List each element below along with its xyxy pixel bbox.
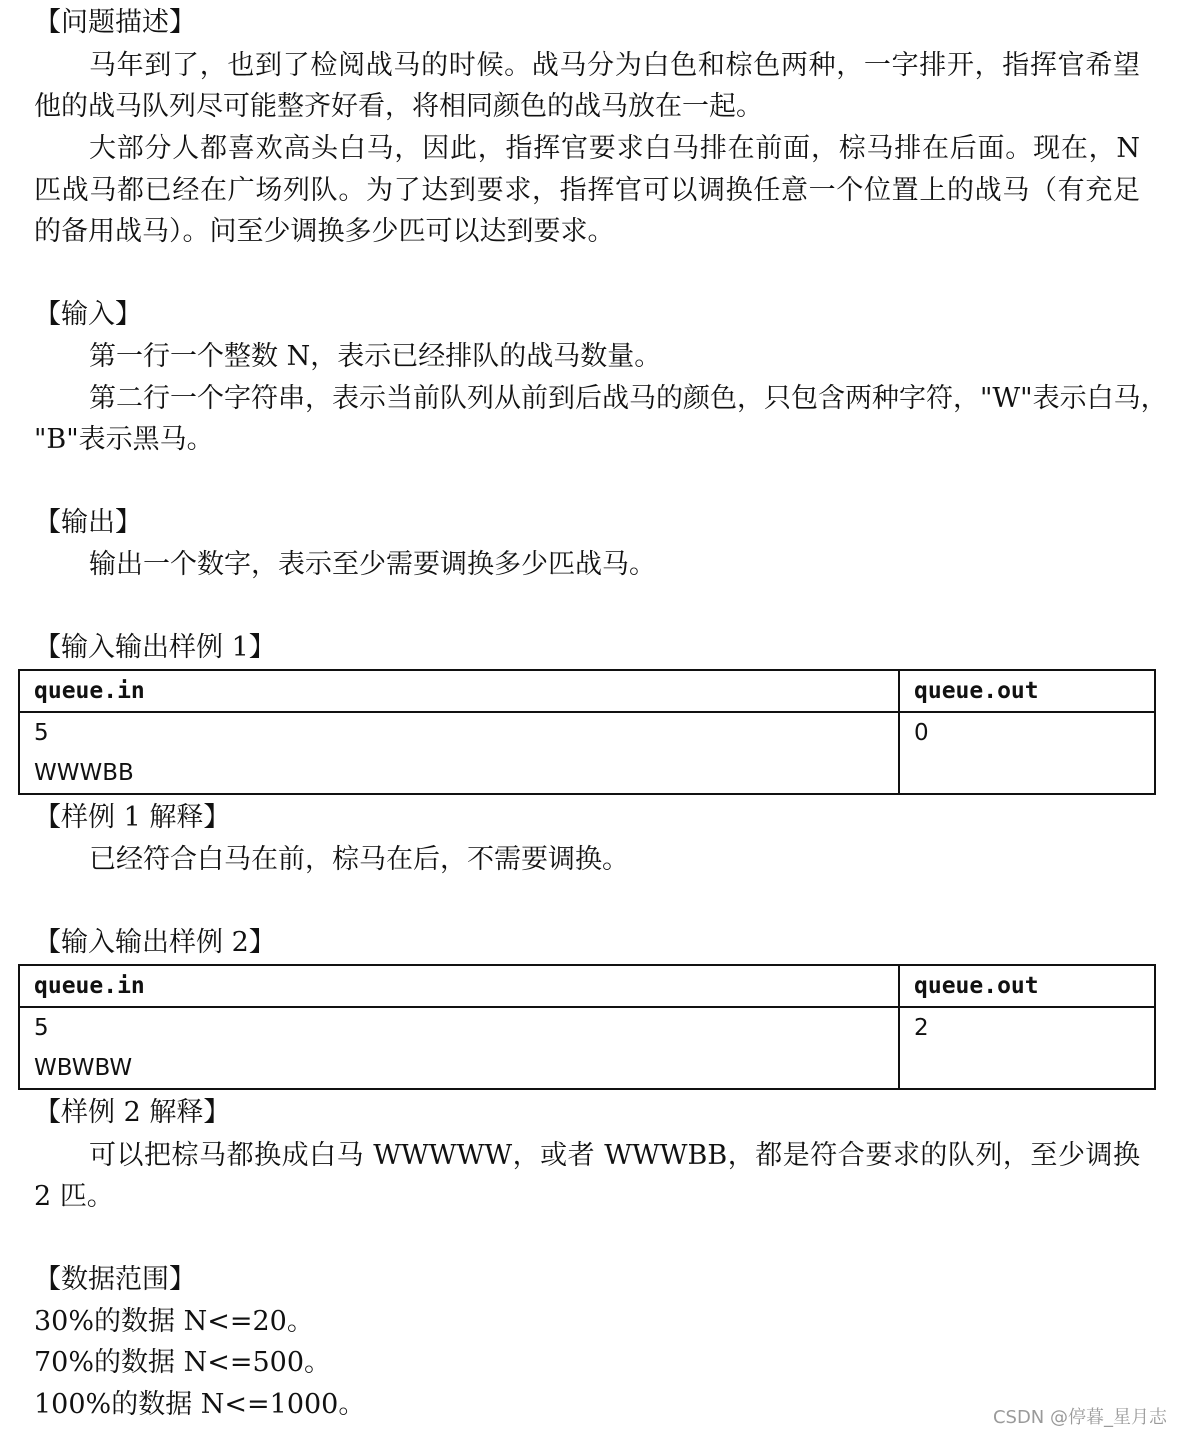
- sample1-output-line-1: 0: [914, 720, 929, 746]
- problem-paragraph-2-line-2: 匹战马都已经在广场列队。为了达到要求，指挥官可以调换任意一个位置上的战马（有充足: [34, 175, 1140, 206]
- sample2-input-line-2: WBWBW: [34, 1055, 133, 1081]
- problem-heading: 【问题描述】: [34, 7, 196, 38]
- input-heading: 【输入】: [34, 299, 142, 330]
- sample2-data-row: [19, 1007, 1155, 1089]
- sample1-col-out: queue.out: [899, 670, 1155, 712]
- range-heading: 【数据范围】: [34, 1264, 196, 1295]
- sample1-col-in: queue.in: [19, 670, 899, 712]
- output-heading: 【输出】: [34, 507, 142, 538]
- sample1-input-line-1: 5: [34, 720, 49, 746]
- sample2-output-line-1: 2: [914, 1015, 929, 1041]
- input-line-3: "B"表示黑马。: [34, 424, 214, 455]
- sample2-explain-heading: 【样例 2 解释】: [34, 1097, 231, 1128]
- sample1-heading: 【输入输出样例 1】: [34, 632, 276, 663]
- sample2-col-out: queue.out: [899, 965, 1155, 1007]
- problem-paragraph-1-line-1: 马年到了，也到了检阅战马的时候。战马分为白色和棕色两种，一字排开，指挥官希望: [89, 50, 1140, 81]
- sample1-table: [18, 669, 1156, 795]
- problem-paragraph-2-line-1: 大部分人都喜欢高头白马，因此，指挥官要求白马排在前面，棕马排在后面。现在，N: [89, 133, 1140, 164]
- sample1-explain: 已经符合白马在前，棕马在后，不需要调换。: [89, 844, 629, 875]
- sample1-header-row: [19, 670, 1155, 712]
- sample1-output-cell: [899, 712, 1155, 794]
- range-line-1: 30%的数据 N<=20。: [34, 1306, 314, 1337]
- sample2-col-in: queue.in: [19, 965, 899, 1007]
- sample1-explain-heading: 【样例 1 解释】: [34, 802, 231, 833]
- problem-paragraph-2-line-3: 的备用战马）。问至少调换多少匹可以达到要求。: [34, 216, 615, 247]
- input-line-2: 第二行一个字符串，表示当前队列从前到后战马的颜色，只包含两种字符，"W"表示白马，: [89, 383, 1168, 414]
- sample2-explain-line-1: 可以把棕马都换成白马 WWWWW，或者 WWWBB，都是符合要求的队列，至少调换: [89, 1140, 1140, 1171]
- sample2-explain-line-2: 2 匹。: [34, 1181, 114, 1212]
- output-line-1: 输出一个数字，表示至少需要调换多少匹战马。: [89, 549, 656, 580]
- sample2-heading: 【输入输出样例 2】: [34, 927, 276, 958]
- range-line-2: 70%的数据 N<=500。: [34, 1347, 331, 1378]
- sample1-input-line-2: WWWBB: [34, 760, 134, 786]
- sample1-input-cell: [19, 712, 899, 794]
- input-line-1: 第一行一个整数 N，表示已经排队的战马数量。: [89, 341, 662, 372]
- sample2-table: [18, 964, 1156, 1090]
- range-line-3: 100%的数据 N<=1000。: [34, 1389, 366, 1420]
- sample2-header-row: [19, 965, 1155, 1007]
- sample1-data-row: [19, 712, 1155, 794]
- problem-paragraph-1-line-2: 他的战马队列尽可能整齐好看，将相同颜色的战马放在一起。: [34, 91, 763, 122]
- sample2-output-cell: [899, 1007, 1155, 1089]
- sample2-input-line-1: 5: [34, 1015, 49, 1041]
- csdn-watermark: CSDN @停暮_星月志: [992, 1407, 1167, 1428]
- sample2-input-cell: [19, 1007, 899, 1089]
